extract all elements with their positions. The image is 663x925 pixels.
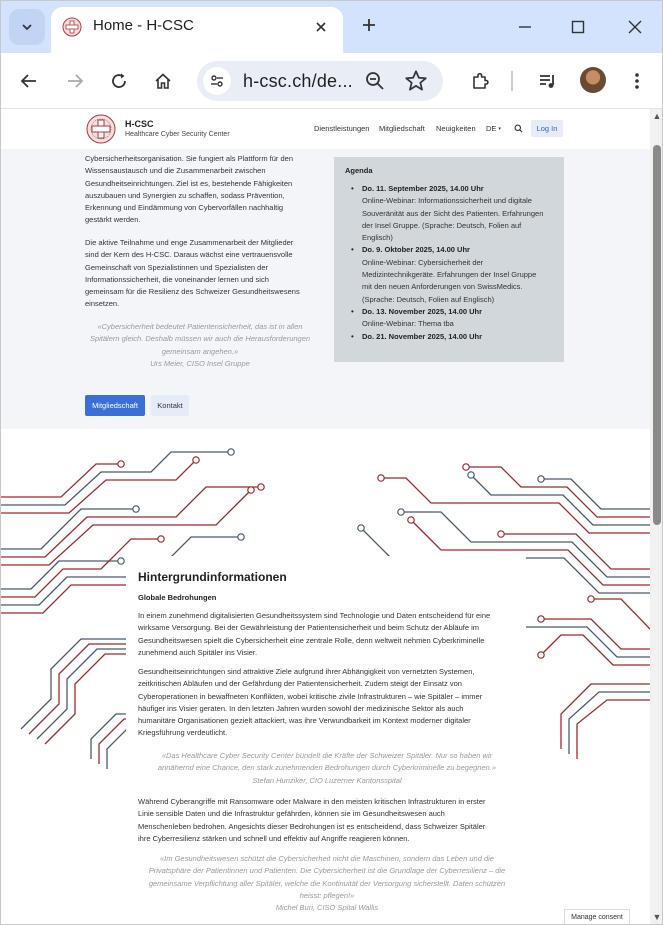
quote-line: gemeinsam angehen.» [161,346,239,356]
intro-quote [85,321,315,370]
section-title: Hintergrundinformationen [138,570,287,584]
text-line: einsetzen. [85,299,120,309]
site-header [1,109,650,149]
new-tab-button[interactable] [356,14,382,40]
minimize-button[interactable] [513,15,537,39]
text-line: Die aktive Teilnahme und enge Zusammenarbeit der Mitglieder [85,238,294,247]
reload-icon [110,72,128,90]
text-line: Linie sensible Daten und die Infrastruktur gefährden, können sie im Gesundheitswesen auch [138,809,445,819]
browser-toolbar [1,53,663,109]
maximize-icon [571,20,585,34]
agenda-item [350,244,555,305]
url-text[interactable]: h-csc.ch/de... [243,71,353,91]
text-line: Erkennung und Eindämmung von Cybervorfällen nachhaltig [85,203,284,213]
back-arrow-icon [20,72,38,90]
search-icon[interactable] [514,124,523,133]
media-button[interactable] [534,67,562,95]
quote-line: Spitälern gleich. Deshalb müssen wir auch die Herausforderungen [89,334,311,344]
more-vert-icon [634,72,640,90]
agenda-line: Souveränität aus der Sicht des Patienten. Erfahrungen [362,208,544,218]
profile-avatar[interactable] [580,67,606,93]
agenda-line: Online-Webinar: Informationssicherheit und digitale [362,196,532,206]
text-line: Wissensaustausch und die Zusammenarbeit zwischen [85,166,266,176]
site-info-button[interactable] [203,67,231,95]
scrollbar-thumb[interactable] [653,145,661,525]
agenda-line: mit den neuen Anforderungen von SwissMedics. [362,282,523,292]
agenda-item [350,331,555,343]
text-line: Gesundheitswesen spielt die Cybersicherheit eine zentrale Rolle, denn weltweit nehmen Cyberkriminelle [138,635,485,645]
section-subtitle: Globale Bedrohungen [138,593,217,602]
text-line: sind der Kern des H-CSC. Daraus wächst eine vertrauensvolle [85,250,293,260]
text-line: zunehmend auch Spitäler ins Visier. [138,647,258,657]
close-icon [628,20,642,34]
scroll-up-arrow-icon[interactable]: ▲ [652,111,662,121]
text-line: Gemeinschaft von Spezialistinnen und Spezialisten der [85,262,269,272]
text-line: In einem zunehmend digitalisierten Gesundheitssystem sind Technologie und Daten entscheidend für eine [138,611,491,620]
chevron-down-icon [20,20,34,34]
reload-button[interactable] [105,67,133,95]
bg-quote-2 [138,853,516,914]
quote-author: Stefan Hunziker, CIO Luzerner Kantonsspital [252,775,402,785]
login-button[interactable]: Log In [531,120,563,137]
hcsc-logo[interactable] [86,114,116,144]
text-line: zeitkritischen Abläufen und der Gefährdung der Patientensicherheit. Zudem steigt der Einsatz von [138,679,462,689]
agenda-line: Medizintechnikgeräte. Erfahrungen der Insel Gruppe [362,270,537,280]
text-line: gestärkt werden. [85,215,141,225]
maximize-button[interactable] [566,15,590,39]
text-line: Gesundheitseinrichtungen sind attraktive Ziele aufgrund ihrer Abhängigkeit von vernetzten Systemen, [138,667,475,676]
agenda-date: • Do. 21. November 2025, 14.00 Uhr [362,331,483,341]
agenda-date: • Do. 9. Oktober 2025, 14.00 Uhr [362,245,470,255]
agenda-item [350,306,555,331]
text-line: Kriegsführung verdeutlicht. [138,728,228,738]
agenda-line: der Insel Gruppe. (Sprache: Deutsch, Folien auf [362,220,522,230]
text-line: auszubauen und Synergien zu schaffen, sodass Prävention, [85,190,285,200]
nav-neuigkeiten[interactable]: Neuigkeiten [436,124,476,133]
page-viewport [1,109,663,925]
tab-active[interactable] [51,7,343,53]
agenda-title: Agenda [345,166,373,175]
quote-line: «Im Gesundheitswesen schützt die Cybersicherheit nicht die Maschinen, sondern das Leben und die [160,854,494,863]
back-button[interactable] [15,67,43,95]
quote-line: «Cybersicherheit bedeutet Patientensicherheit, das ist in allen [97,322,303,331]
close-window-button[interactable] [623,15,647,39]
agenda-item [350,183,555,244]
plus-icon [361,17,377,33]
bg-paragraph-3 [138,796,516,845]
agenda-date: • Do. 13. November 2025, 14.00 Uhr [362,306,483,316]
intro-paragraph-1 [85,153,315,227]
quote-line: Privatsphäre der Patientinnen und Patienten. Die Cybersicherheit ist die Grundlage der Cyberresilienz – die [148,866,506,876]
text-line: ihre Cyberresilienz stärken und schnell und effektiv auf Angriffe reagieren können. [138,833,410,843]
scroll-down-arrow-icon[interactable]: ▼ [652,912,662,922]
intro-section [1,149,650,429]
text-line: Cybersicherheitsorganisation. Sie fungiert als Plattform für den [85,154,294,163]
contact-button[interactable]: Kontakt [151,395,189,416]
bg-paragraph-1 [138,610,516,659]
text-line: Informationssicherheit, die voneinander lernen und sich [85,274,269,284]
quote-line: gemeinsame Verpflichtung aller Spitäler, welche die Kontinuität der Versorgung sicherstellt. Daten schützen [148,878,506,888]
agenda-list [350,183,555,343]
close-icon [315,21,327,33]
zoom-out-icon[interactable] [363,69,387,93]
quote-line: annähernd eine Chance, den stark zunehmenden Bedrohungen durch Cyberkriminelle zu begegnen.» [157,763,497,773]
home-icon [154,72,172,90]
agenda-line: Englisch) [362,233,393,243]
agenda-line: Online-Webinar: Thema tba [362,319,454,329]
tab-search-button[interactable] [9,9,45,45]
tab-title: Home - H-CSC [93,17,194,34]
quote-author: Urs Meier, CISO Insel Gruppe [150,358,250,368]
agenda-line: (Sprache: Deutsch, Folien auf Englisch) [362,294,495,304]
background-info-card [126,556,526,925]
tab-strip [1,1,663,53]
nav-dienstleistungen[interactable]: Dienstleistungen [314,124,370,133]
brand-subtitle: Healthcare Cyber Security Center [125,131,230,138]
quote-line: heisst: pflegen!» [299,890,355,900]
extensions-button[interactable] [466,67,494,95]
nav-mitgliedschaft[interactable]: Mitgliedschaft [379,124,425,133]
star-icon[interactable] [403,68,429,94]
puzzle-icon [470,71,490,91]
bg-paragraph-2 [138,666,516,740]
language-label: DE [486,124,497,133]
text-line: wirksame Versorgung. Bei der Gewährleistung der Patientensicherheit und beim Schutz der Abläufe im [138,623,480,633]
brand-name: H-CSC [125,119,154,129]
media-queue-icon [538,71,558,91]
text-line: gemeinsam für die Resilienz des Schweizer Gesundheitswesens [85,287,300,297]
quote-line: «Das Healthcare Cyber Security Center bündelt die Kräfte der Schweizer Spitäler. Nur so haben wir [161,751,493,760]
manage-consent-button[interactable]: Manage consent [564,909,630,925]
forward-arrow-icon [66,72,84,90]
page-scrollbar[interactable] [650,109,663,925]
membership-button[interactable]: Mitgliedschaft [85,395,145,416]
text-line: Gesundheitseinrichtungen. Ziel ist es, bestehende Fähigkeiten [85,178,293,188]
text-line: Cyberoperationen in bewaffneten Konflikten, wobei kritische zivile Infrastrukturen – wie Spitäler – immer [138,691,483,701]
address-bar[interactable] [197,61,443,101]
text-line: Während Cyberangriffe mit Ransomware oder Malware in den meisten kritischen Infrastrukturen in erster [138,797,486,806]
text-line: Menschenleben bedrohen. Angesichts dieser Bedrohungen ist es entscheidend, dass Schweizer Spitäler [138,821,486,831]
tune-icon [209,73,225,89]
language-switcher[interactable] [486,124,501,133]
text-line: häufiger ins Visier geraten. In den letzten Jahren wurden sowohl der medizinische Sektor als auch [138,703,464,713]
home-button[interactable] [149,67,177,95]
bg-quote-1 [138,750,516,787]
close-tab-button[interactable] [311,17,331,37]
hcsc-favicon [62,17,82,37]
toolbar-divider [511,71,513,91]
text-line: humanitäre Organisationen gezielt attackiert, was ihre Verwundbarkeit im Kontext moderner digitaler [138,716,471,726]
agenda-line: Online-Webinar: Cybersicherheit der [362,257,484,267]
chevron-down-icon: ▾ [498,126,501,132]
agenda-box [334,157,564,362]
forward-button[interactable] [61,67,89,95]
agenda-date: • Do. 11. September 2025, 14.00 Uhr [362,184,484,193]
browser-menu-button[interactable] [623,67,651,95]
quote-author: Michel Buri, CISO Spital Wallis [275,903,379,913]
minimize-icon [518,20,532,34]
intro-paragraph-2 [85,237,315,311]
